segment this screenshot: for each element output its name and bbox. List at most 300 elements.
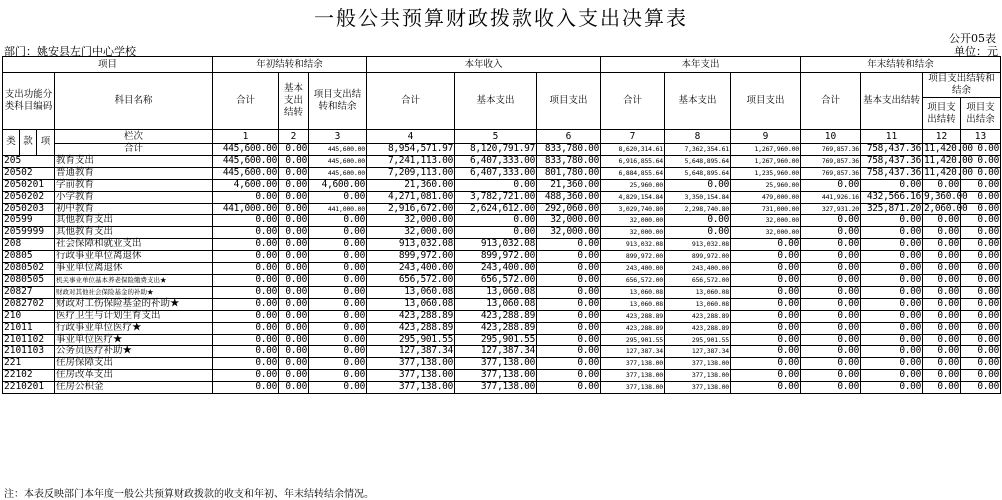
value-cell: 0.00: [279, 251, 309, 263]
header-project: 项目: [3, 57, 213, 73]
value-cell: 0.00: [731, 382, 801, 394]
value-cell: 4,271,081.00: [367, 191, 455, 203]
colno-11: 11: [861, 130, 923, 144]
value-cell: 377,138.00: [455, 358, 537, 370]
value-cell: 0.00: [961, 191, 1001, 203]
value-cell: 0.00: [861, 310, 923, 322]
value-cell: 0.00: [213, 334, 279, 346]
value-cell: 899,972.00: [367, 251, 455, 263]
total-cell: 0.00: [961, 144, 1001, 156]
subject-name: 医疗卫生与计划生育支出: [55, 310, 213, 322]
subject-name: 公务员医疗补助★: [55, 346, 213, 358]
table-row: [3, 322, 1001, 334]
value-cell: 0.00: [213, 239, 279, 251]
value-cell: 0.00: [731, 310, 801, 322]
table-row: [3, 286, 1001, 298]
value-cell: 243,400.00: [367, 263, 455, 275]
total-cell: 8,120,791.97: [455, 144, 537, 156]
value-cell: 0.00: [309, 358, 367, 370]
subject-code: 2059999: [3, 227, 55, 239]
value-cell: 0.00: [731, 370, 801, 382]
subject-code: 2101102: [3, 334, 55, 346]
value-cell: 0.00: [801, 310, 861, 322]
value-cell: 0.00: [309, 239, 367, 251]
value-cell: 377,138.00: [455, 370, 537, 382]
value-cell: 0.00: [801, 298, 861, 310]
subject-code: 2210201: [3, 382, 55, 394]
value-cell: 0.00: [213, 298, 279, 310]
subject-name: 住房公积金: [55, 382, 213, 394]
value-cell: 0.00: [861, 358, 923, 370]
value-cell: 0.00: [923, 310, 961, 322]
subject-code: 221: [3, 358, 55, 370]
value-cell: 2,916,672.00: [367, 203, 455, 215]
value-cell: 0.00: [213, 215, 279, 227]
value-cell: 5,648,895.64: [665, 167, 731, 179]
value-cell: 295,901.55: [367, 334, 455, 346]
subject-code: 20502: [3, 167, 55, 179]
header-opening-basic-carry: 基本支出结转: [279, 73, 309, 130]
value-cell: 0.00: [537, 370, 601, 382]
value-cell: 0.00: [213, 191, 279, 203]
value-cell: 0.00: [279, 382, 309, 394]
header-opening-project: 项目支出结转和结余: [309, 73, 367, 130]
value-cell: 0.00: [731, 346, 801, 358]
header-expense-basic: 基本支出: [665, 73, 731, 130]
value-cell: 0.00: [961, 346, 1001, 358]
value-cell: 0.00: [961, 382, 1001, 394]
value-cell: 441,000.00: [213, 203, 279, 215]
subject-name: 财政对工伤保险基金的补助★: [55, 298, 213, 310]
value-cell: 0.00: [309, 263, 367, 275]
value-cell: 0.00: [665, 215, 731, 227]
value-cell: 0.00: [801, 370, 861, 382]
value-cell: 377,138.00: [367, 382, 455, 394]
value-cell: 899,972.00: [601, 251, 665, 263]
value-cell: 0.00: [961, 167, 1001, 179]
value-cell: 423,288.89: [455, 310, 537, 322]
value-cell: 441,000.00: [309, 203, 367, 215]
total-cell: 11,420.00: [924, 143, 973, 154]
value-cell: 0.00: [309, 274, 367, 286]
value-cell: 0.00: [537, 310, 601, 322]
value-cell: 243,400.00: [455, 263, 537, 275]
table-row: [3, 191, 1001, 203]
table-body: [3, 155, 1001, 393]
value-cell: 0.00: [861, 334, 923, 346]
value-cell: 32,000.00: [731, 215, 801, 227]
value-cell: 0.00: [279, 274, 309, 286]
value-cell: 0.00: [961, 239, 1001, 251]
subject-code: 2080505: [3, 274, 55, 286]
value-cell: 0.00: [279, 370, 309, 382]
value-cell: 21,360.00: [537, 179, 601, 191]
value-cell: 656,572.00: [367, 274, 455, 286]
value-cell: 0.00: [731, 263, 801, 275]
header-income-total: 合计: [367, 73, 455, 130]
value-cell: 441,926.16: [801, 191, 861, 203]
value-cell: 0.00: [665, 227, 731, 239]
value-cell: 377,138.00: [455, 382, 537, 394]
colno-2: 2: [279, 130, 309, 144]
value-cell: 377,138.00: [367, 370, 455, 382]
value-cell: 769,857.36: [801, 155, 861, 167]
value-cell: 0.00: [961, 179, 1001, 191]
subject-code: 20827: [3, 286, 55, 298]
table-row: [3, 167, 1001, 179]
value-cell: 0.00: [455, 215, 537, 227]
total-cell: 7,362,354.61: [665, 144, 731, 156]
total-cell: 0.00: [279, 144, 309, 156]
value-cell: 377,138.00: [601, 358, 665, 370]
value-cell: 295,901.55: [601, 334, 665, 346]
value-cell: 0.00: [213, 346, 279, 358]
value-cell: 127,387.34: [455, 346, 537, 358]
value-cell: 0.00: [923, 227, 961, 239]
value-cell: 0.00: [801, 358, 861, 370]
value-cell: 13,060.08: [367, 298, 455, 310]
value-cell: 1,267,960.00: [731, 155, 801, 167]
value-cell: 127,387.34: [665, 346, 731, 358]
value-cell: 0.00: [961, 155, 1001, 167]
value-cell: 656,572.00: [601, 274, 665, 286]
value-cell: 295,901.55: [665, 334, 731, 346]
value-cell: 0.00: [731, 358, 801, 370]
subject-name: 行政事业单位医疗★: [55, 322, 213, 334]
value-cell: 0.00: [279, 167, 309, 179]
header-lei: 类: [3, 130, 20, 156]
value-cell: 0.00: [309, 370, 367, 382]
value-cell: 3,029,740.80: [601, 203, 665, 215]
value-cell: 0.00: [861, 382, 923, 394]
colno-13: 13: [961, 130, 1001, 144]
header-xiang: 项: [37, 130, 55, 156]
value-cell: 0.00: [801, 346, 861, 358]
value-cell: 656,572.00: [665, 274, 731, 286]
value-cell: 0.00: [731, 298, 801, 310]
value-cell: 833,780.00: [537, 155, 601, 167]
total-label: 合计: [55, 144, 213, 156]
value-cell: 7,209,113.00: [367, 167, 455, 179]
value-cell: 0.00: [309, 191, 367, 203]
value-cell: 0.00: [731, 239, 801, 251]
value-cell: 13,060.08: [367, 286, 455, 298]
value-cell: 0.00: [731, 334, 801, 346]
subject-name: 住房保障支出: [55, 358, 213, 370]
value-cell: 0.00: [923, 286, 961, 298]
value-cell: 0.00: [731, 251, 801, 263]
value-cell: 423,288.89: [367, 310, 455, 322]
value-cell: 913,032.08: [601, 239, 665, 251]
table-row: [3, 155, 1001, 167]
value-cell: 445,600.00: [213, 155, 279, 167]
value-cell: 13,060.08: [455, 298, 537, 310]
department-label: 部门：姚安县左门中心学校: [4, 45, 136, 58]
value-cell: 0.00: [213, 227, 279, 239]
total-cell: 758,437.36: [861, 144, 923, 156]
header-func-class-code: 支出功能分类科目编码: [3, 73, 55, 130]
value-cell: 0.00: [861, 215, 923, 227]
header-opening-total: 合计: [213, 73, 279, 130]
value-cell: 0.00: [861, 251, 923, 263]
subject-code: 2050201: [3, 179, 55, 191]
total-cell: 769,857.36: [801, 144, 861, 156]
budget-table: [2, 56, 1001, 394]
value-cell: 0.00: [537, 239, 601, 251]
value-cell: 0.00: [309, 346, 367, 358]
value-cell: 127,387.34: [601, 346, 665, 358]
value-cell: 0.00: [801, 286, 861, 298]
table-row: [3, 263, 1001, 275]
subject-name: 其他教育支出: [55, 215, 213, 227]
value-cell: 423,288.89: [455, 322, 537, 334]
table-row: [3, 215, 1001, 227]
value-cell: 0.00: [279, 239, 309, 251]
value-cell: 0.00: [961, 358, 1001, 370]
value-cell: 0.00: [961, 227, 1001, 239]
table-row: [3, 346, 1001, 358]
table-row: [3, 274, 1001, 286]
value-cell: 325,871.20: [861, 203, 923, 215]
unit-label: 单位：元: [954, 45, 998, 58]
table-row: [3, 251, 1001, 263]
subject-name: 社会保障和就业支出: [55, 239, 213, 251]
value-cell: 0.00: [923, 382, 961, 394]
subject-name: 住房改革支出: [55, 370, 213, 382]
value-cell: 0.00: [961, 274, 1001, 286]
footnote: 注：本表反映部门本年度一般公共预算财政拨款的收支和年初、年末结转结余情况。: [4, 489, 374, 500]
value-cell: 0.00: [923, 322, 961, 334]
value-cell: 0.00: [309, 215, 367, 227]
table-row: [3, 227, 1001, 239]
table-row: [3, 334, 1001, 346]
table-row: [3, 382, 1001, 394]
value-cell: 0.00: [309, 298, 367, 310]
value-cell: 0.00: [801, 274, 861, 286]
value-cell: 0.00: [961, 322, 1001, 334]
colno-5: 5: [455, 130, 537, 144]
subject-code: 210: [3, 310, 55, 322]
value-cell: 423,288.89: [601, 310, 665, 322]
value-cell: 0.00: [213, 370, 279, 382]
value-cell: 4,600.00: [309, 179, 367, 191]
value-cell: 0.00: [801, 239, 861, 251]
header-closing-total: 合计: [801, 73, 861, 130]
value-cell: 445,600.00: [213, 167, 279, 179]
value-cell: 377,138.00: [665, 358, 731, 370]
subject-code: 2050203: [3, 203, 55, 215]
value-cell: 0.00: [309, 334, 367, 346]
colno-9: 9: [731, 130, 801, 144]
value-cell: 0.00: [309, 322, 367, 334]
header-closing: 年末结转和结余: [801, 57, 1001, 73]
value-cell: 731,000.00: [731, 203, 801, 215]
value-cell: 0.00: [279, 298, 309, 310]
value-cell: 0.00: [537, 334, 601, 346]
value-cell: 0.00: [801, 322, 861, 334]
value-cell: 0.00: [537, 298, 601, 310]
value-cell: 0.00: [731, 274, 801, 286]
value-cell: 9,360.00: [924, 190, 968, 202]
value-cell: 0.00: [861, 286, 923, 298]
value-cell: 0.00: [961, 298, 1001, 310]
subject-name: 初中教育: [55, 203, 213, 215]
value-cell: 0.00: [309, 227, 367, 239]
value-cell: 13,060.08: [601, 286, 665, 298]
value-cell: 6,407,333.00: [455, 167, 537, 179]
value-cell: 377,138.00: [601, 382, 665, 394]
value-cell: 32,000.00: [367, 227, 455, 239]
value-cell: 377,138.00: [665, 382, 731, 394]
value-cell: 0.00: [279, 346, 309, 358]
value-cell: 0.00: [923, 263, 961, 275]
value-cell: 25,960.00: [601, 179, 665, 191]
value-cell: 2,298,740.80: [665, 203, 731, 215]
value-cell: 0.00: [861, 298, 923, 310]
value-cell: 1,235,960.00: [731, 167, 801, 179]
colno-8: 8: [665, 130, 731, 144]
header-expense-total: 合计: [601, 73, 665, 130]
value-cell: 0.00: [279, 263, 309, 275]
value-cell: 25,960.00: [731, 179, 801, 191]
value-cell: 0.00: [279, 203, 309, 215]
page-title: 一般公共预算财政拨款收入支出决算表: [314, 6, 688, 30]
value-cell: 445,600.00: [309, 155, 367, 167]
value-cell: 0.00: [801, 227, 861, 239]
value-cell: 913,032.08: [665, 239, 731, 251]
value-cell: 6,884,855.64: [601, 167, 665, 179]
value-cell: 0.00: [537, 322, 601, 334]
value-cell: 0.00: [801, 263, 861, 275]
header-closing-project-group: 项目支出结转和结余: [923, 73, 1001, 98]
subject-name: 教育支出: [55, 155, 213, 167]
value-cell: 327,931.20: [801, 203, 861, 215]
value-cell: 32,000.00: [537, 227, 601, 239]
value-cell: 0.00: [279, 334, 309, 346]
value-cell: 0.00: [455, 179, 537, 191]
value-cell: 0.00: [213, 251, 279, 263]
colno-3: 3: [309, 130, 367, 144]
colno-12: 12: [923, 130, 961, 144]
value-cell: 0.00: [455, 227, 537, 239]
value-cell: 0.00: [309, 286, 367, 298]
subject-name: 事业单位离退休: [55, 263, 213, 275]
value-cell: 432,566.16: [861, 191, 923, 203]
value-cell: 0.00: [861, 322, 923, 334]
value-cell: 11,420.00: [924, 154, 973, 166]
subject-name: 学前教育: [55, 179, 213, 191]
value-cell: 0.00: [961, 286, 1001, 298]
value-cell: 0.00: [861, 239, 923, 251]
value-cell: 377,138.00: [367, 358, 455, 370]
value-cell: 6,407,333.00: [455, 155, 537, 167]
value-cell: 0.00: [279, 227, 309, 239]
value-cell: 7,241,113.00: [367, 155, 455, 167]
value-cell: 4,829,154.84: [601, 191, 665, 203]
value-cell: 32,000.00: [601, 227, 665, 239]
value-cell: 0.00: [961, 251, 1001, 263]
value-cell: 0.00: [861, 274, 923, 286]
subject-code: 20805: [3, 251, 55, 263]
subject-code: 21011: [3, 322, 55, 334]
header-expense: 本年支出: [601, 57, 801, 73]
total-cell: 8,954,571.97: [367, 144, 455, 156]
value-cell: 423,288.89: [367, 322, 455, 334]
value-cell: 0.00: [309, 310, 367, 322]
value-cell: 0.00: [861, 227, 923, 239]
value-cell: 758,437.36: [861, 167, 923, 179]
header-closing-basic-carry: 基本支出结转: [861, 73, 923, 130]
value-cell: 0.00: [537, 251, 601, 263]
value-cell: 0.00: [279, 179, 309, 191]
colno-4: 4: [367, 130, 455, 144]
value-cell: 423,288.89: [665, 310, 731, 322]
value-cell: 13,060.08: [665, 286, 731, 298]
value-cell: 0.00: [731, 322, 801, 334]
value-cell: 423,288.89: [601, 322, 665, 334]
value-cell: 292,060.00: [537, 203, 601, 215]
table-row: [3, 203, 1001, 215]
subject-code: 205: [3, 155, 55, 167]
value-cell: 4,600.00: [213, 179, 279, 191]
value-cell: 758,437.36: [861, 155, 923, 167]
table-row: [3, 239, 1001, 251]
value-cell: 423,288.89: [665, 322, 731, 334]
value-cell: 899,972.00: [665, 251, 731, 263]
subject-code: 2050202: [3, 191, 55, 203]
value-cell: 0.00: [923, 334, 961, 346]
total-cell: 445,600.00: [213, 144, 279, 156]
header-income-project: 项目支出: [537, 73, 601, 130]
value-cell: 0.00: [923, 358, 961, 370]
value-cell: 0.00: [923, 274, 961, 286]
value-cell: 0.00: [961, 310, 1001, 322]
value-cell: 0.00: [961, 203, 1001, 215]
value-cell: 377,138.00: [601, 370, 665, 382]
value-cell: 5,648,895.64: [665, 155, 731, 167]
value-cell: 21,360.00: [367, 179, 455, 191]
value-cell: 0.00: [861, 179, 923, 191]
value-cell: 0.00: [961, 334, 1001, 346]
value-cell: 0.00: [861, 263, 923, 275]
value-cell: 0.00: [279, 215, 309, 227]
value-cell: 0.00: [961, 370, 1001, 382]
value-cell: 0.00: [213, 322, 279, 334]
value-cell: 0.00: [213, 263, 279, 275]
value-cell: 0.00: [537, 274, 601, 286]
value-cell: 0.00: [801, 382, 861, 394]
value-cell: 0.00: [279, 322, 309, 334]
value-cell: 913,032.08: [455, 239, 537, 251]
total-cell: 8,620,314.61: [601, 144, 665, 156]
value-cell: 0.00: [537, 358, 601, 370]
colno-10: 10: [801, 130, 861, 144]
header-closing-project-surplus: 项目支出结余: [961, 98, 1001, 130]
subject-code: 20599: [3, 215, 55, 227]
value-cell: 899,972.00: [455, 251, 537, 263]
value-cell: 0.00: [861, 346, 923, 358]
value-cell: 0.00: [665, 179, 731, 191]
subject-code: 22102: [3, 370, 55, 382]
header-opening: 年初结转和结余: [213, 57, 367, 73]
value-cell: 0.00: [923, 239, 961, 251]
value-cell: 0.00: [961, 263, 1001, 275]
value-cell: 0.00: [923, 251, 961, 263]
total-row: [3, 144, 1001, 156]
value-cell: 0.00: [537, 263, 601, 275]
value-cell: 0.00: [923, 370, 961, 382]
value-cell: 243,400.00: [665, 263, 731, 275]
